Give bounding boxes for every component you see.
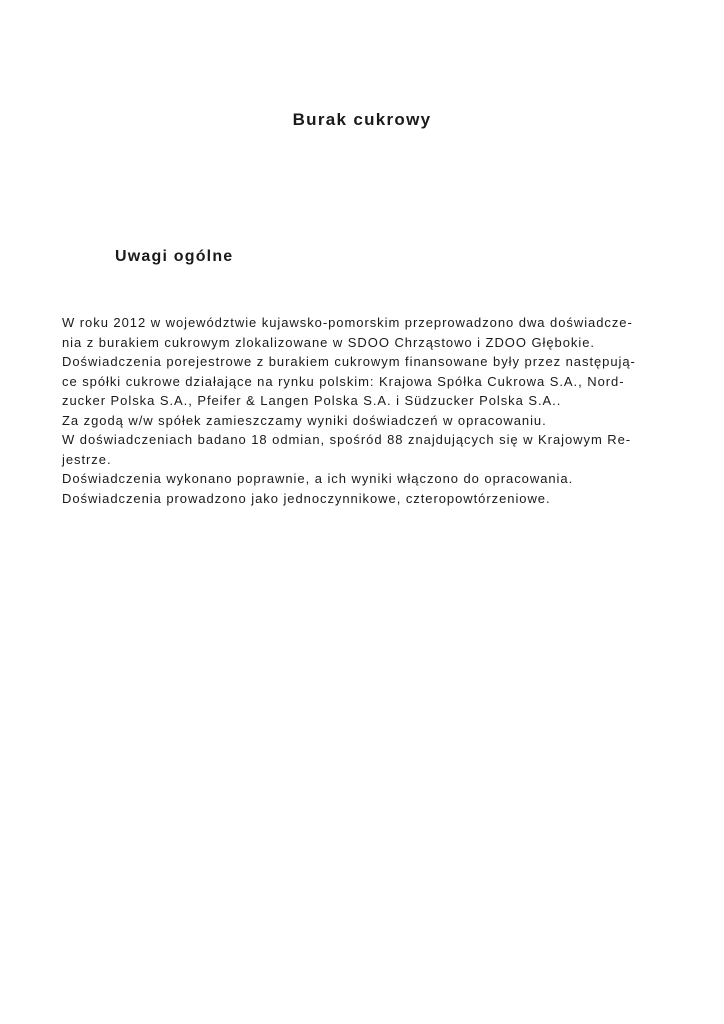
body-line: jestrze.	[62, 451, 112, 467]
body-paragraph	[62, 313, 672, 508]
body-line: Za zgodą w/w spółek zamieszczamy wyniki doświadczeń w opracowaniu.	[62, 412, 547, 428]
body-line: W roku 2012 w województwie kujawsko-pomorskim przeprowadzono dwa doświadcze-	[62, 315, 633, 330]
body-line: zucker Polska S.A., Pfeifer & Langen Polska S.A. i Südzucker Polska S.A..	[62, 393, 562, 408]
body-line: W doświadczeniach badano 18 odmian, spośród 88 znajdujących się w Krajowym Re-	[62, 432, 632, 447]
section-heading: Uwagi ogólne	[115, 248, 234, 265]
page-title: Burak cukrowy	[292, 110, 432, 129]
body-line: ce spółki cukrowe działające na rynku polskim: Krajowa Spółka Cukrowa S.A., Nord-	[62, 373, 625, 389]
body-line: Doświadczenia porejestrowe z burakiem cukrowym finansowane były przez następują-	[62, 354, 636, 369]
body-line: Doświadczenia wykonano poprawnie, a ich wyniki włączono do opracowania.	[62, 471, 574, 486]
body-line: Doświadczenia prowadzono jako jednoczynnikowe, czteropowtórzeniowe.	[62, 490, 551, 506]
body-line: nia z burakiem cukrowym zlokalizowane w SDOO Chrząstowo i ZDOO Głębokie.	[62, 334, 595, 350]
